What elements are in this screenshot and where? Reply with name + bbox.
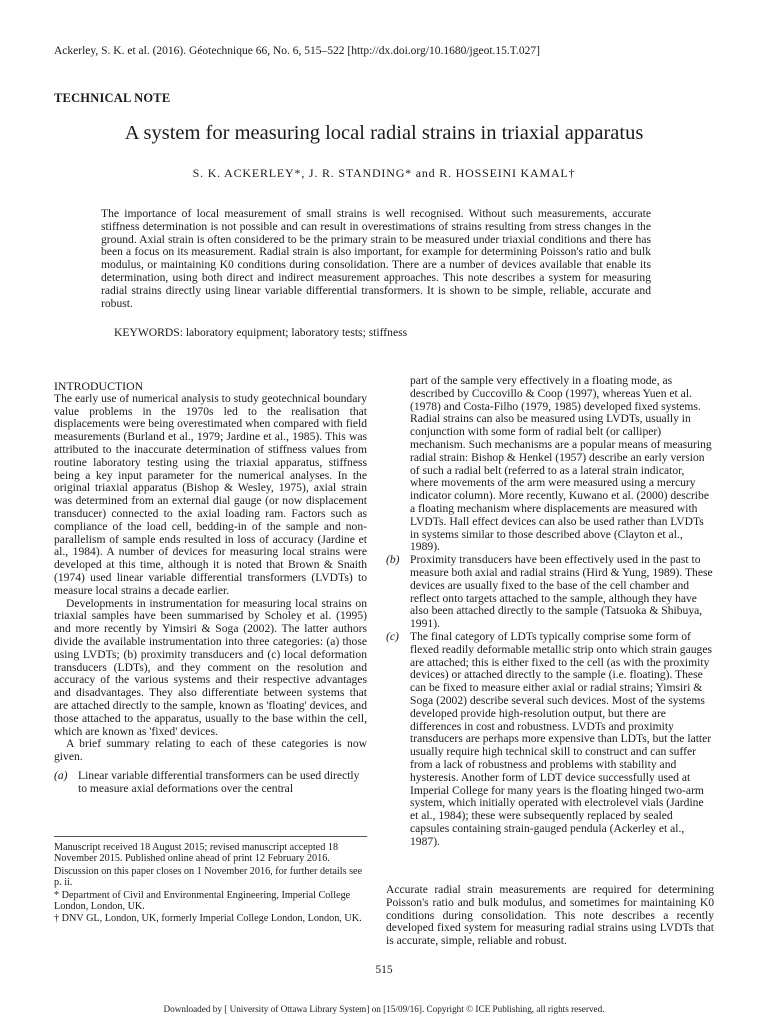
keywords: KEYWORDS: laboratory equipment; laboratory tests; stiffness <box>114 326 408 339</box>
citation-header: Ackerley, S. K. et al. (2016). Géotechnique 66, No. 6, 515–522 [http://dx.doi.org/10.1680/jgeot.15.T.027] <box>54 45 540 57</box>
page-number: 515 <box>375 964 393 976</box>
download-notice: Downloaded by [ University of Ottawa Library System] on [15/09/16]. Copyright © ICE Publishing, all rights reserved. <box>163 1004 605 1014</box>
footnote-discussion: Discussion on this paper closes on 1 November 2016, for further details see p. ii. <box>54 865 363 889</box>
intro-paragraph-1: The early use of numerical analysis to study geotechnical boundary value problems in the 1970s led to the realisation that displacements were being overestimated when compared with field measurements (Burland et al., 1979; Jardine et al., 1985). This was attributed to the inaccurate determination of stiffness values from routine laboratory testing using the triaxial apparatus, stiffness being a key input parameter for the numerical analyses. In the original triaxial apparatus (Bishop & Wesley, 1975), axial strain was determined from an external dial gauge (or now displacement transducer) connected to the axial loading ram. Factors such as compliance of the load cell, bedding-in of the sample and non-parallelism of sample ends resulted in loss of accuracy (Jardine et al., 1984). A number of devices for measuring local strains were developed at this time, although it is noted that Brown & Snaith (1974) used linear variable differential transformers (LVDTs) to measure local strains a decade earlier. <box>54 391 367 597</box>
intro-paragraph-3: A brief summary relating to each of these categories is now given. <box>54 737 367 764</box>
footnote-divider <box>54 836 367 837</box>
footnote-affiliation-2: † DNV GL, London, UK, formerly Imperial College London, London, UK. <box>54 913 362 925</box>
list-text-b: Proximity transducers have been effectively used in the past to measure both axial and radial strains (Hird & Yung, 1989). These devices are usually fixed to the base of the cell chamber and reflect onto targets attached to the sample, although they have also been attached directly to the sample (Tatsuoka & Shibuya, 1991). <box>410 553 713 631</box>
list-label-a: (a) <box>54 768 68 782</box>
footnotes <box>54 842 367 926</box>
footnote-affiliation-1: * Department of Civil and Environmental Engineering, Imperial College London, London, UK. <box>54 889 351 913</box>
paper-title: A system for measuring local radial strains in triaxial apparatus <box>124 122 644 144</box>
intro-paragraph-2: Developments in instrumentation for measuring local strains on triaxial samples have been summarised by Scholey et al. (1995) and more recently by Yimsiri & Soga (2002). The latter authors divide the available instrumentation into three categories: (a) those using LVDTs; (b) proximity transducers and (c) local deformation transducers (LDTs), and they comment on the resolution and accuracy of the various systems and their respective advantages and disadvantages. They also differentiate between systems that are attached directly to the sample, known as 'floating' devices, and those attached to the apparatus, usually to the base within the cell, which are known as 'fixed' devices. <box>54 596 367 738</box>
list-item-a <box>54 770 367 796</box>
list-text-a-continued: part of the sample very effectively in a floating mode, as described by Cuccovillo & Coop (1997), whereas Yuen et al. (1978) and Costa-Filho (1979, 1985) developed fixed systems. Radial strains can also be measured using LVDTs, usually in conjunction with some form of radial belt (or calliper) mechanism. Such mechanisms are a popular means of measuring radial strain: Bishop & Henkel (1957) describe an early version of such a radial belt (referred to as a lateral strain indicator, where movements of the arm were measured using a mercury indicator column). More recently, Kuwano et al. (2000) describe a floating mechanism where displacements are measured with LVDTs. Hall effect devices can also be used rather than LVDTs in systems similar to those described above (Clayton et al., 1989). <box>410 374 712 554</box>
list-item-a-continued <box>386 375 714 554</box>
list-label-c: (c) <box>386 629 399 643</box>
abstract: The importance of local measurement of small strains is well recognised. Without such measurements, accurate stiffness determination is not possible and can result in overestimations of strains resulting from stress changes in the ground. Axial strain is often considered to be the primary strain to be measured under triaxial conditions and there has been a focus on its measurement. Radial strain is also important, for example for determining Poisson's ratio and bulk modulus, or maintaining K0 conditions during consolidation. There are a number of devices available that enable its determination, using both direct and indirect measurement approaches. This note describes a system for measuring radial strains directly using linear variable differential transformers. It is shown to be simple, reliable, accurate and robust. <box>101 207 651 310</box>
footnote-manuscript: Manuscript received 18 August 2015; revised manuscript accepted 18 November 2015. Published online ahead of print 12 February 2016. <box>54 842 339 865</box>
list-text-c: The final category of LDTs typically comprise some form of flexed readily deformable metallic strip onto which strain gauges are attached; this is either fixed to the cell (as with the proximity devices) or attached directly to the sample (i.e. floating). These can be fixed to measure either axial or radial strains; Yimsiri & Soga (2002) describe several such devices. Most of the systems developed provide high-resolution output, but there are differences in cost and robustness. LVDTs and proximity transducers are perhaps more expensive than LDTs, but the latter usually require high technical skill to construct and can suffer from a lack of robustness and problems with stability and hysteresis. Another form of LDT device successfully used at Imperial College for many years is the floating hinged two-arm system, which initially operated with electrolevel vials (Jardine et al., 1984); these were subsequently replaced by sealed capsules containing strain-gauged pendula (Ackerley et al., 1987). <box>410 629 712 848</box>
article-type-label: TECHNICAL NOTE <box>54 91 171 105</box>
list-item-c <box>386 631 714 849</box>
list-label-b: (b) <box>386 553 400 567</box>
author-list: S. K. ACKERLEY*, J. R. STANDING* and R. HOSSEINI KAMAL† <box>192 166 576 180</box>
right-column <box>386 375 714 848</box>
left-column <box>54 380 367 796</box>
list-item-b <box>386 554 714 631</box>
list-text-a: Linear variable differential transformers can be used directly to measure axial deformations over the central <box>78 768 360 795</box>
section-heading-introduction: INTRODUCTION <box>54 379 144 393</box>
closing-paragraph: Accurate radial strain measurements are required for determining Poisson's ratio and bulk modulus, and sometimes for maintaining K0 conditions during consolidation. This note describes a recently developed fixed system for measuring radial strains using LVDTs that is accurate, simple, reliable and robust. <box>386 883 714 948</box>
